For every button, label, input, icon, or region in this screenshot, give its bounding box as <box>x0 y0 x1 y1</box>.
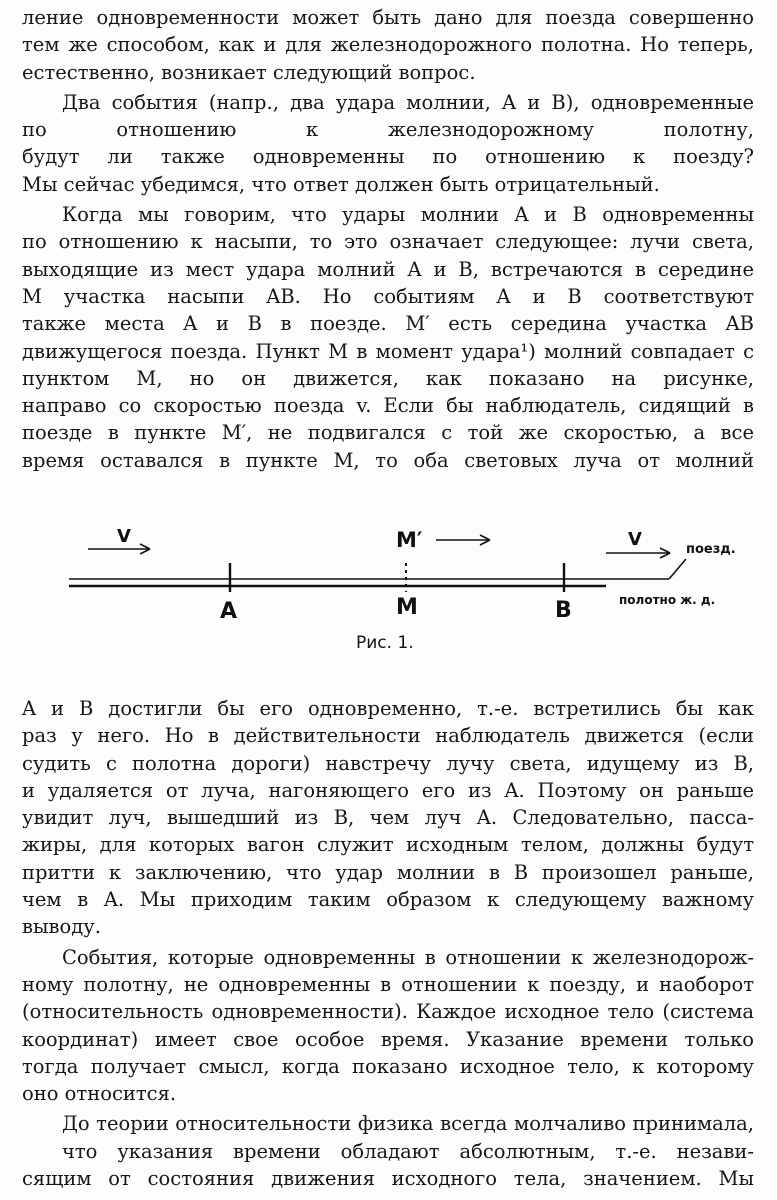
text-line: тем же способом, как и для железнодорожного полотна. Но теперь, <box>22 33 754 57</box>
text-line: координат) имеет свое особое время. Указание времени только <box>22 1027 754 1051</box>
text-line: Когда мы говорим, что удары молнии A и B одновременны <box>62 203 754 227</box>
text-line: направо со скоростью поезда v. Если бы наблюдатель, сидящий в <box>22 394 754 418</box>
text-line: и удаляется от луча, нагоняющего его из A. Поэтому он раньше <box>22 778 754 802</box>
paragraph-5 <box>22 944 754 1108</box>
text-line: выходящие из мест удара молний A и B, встречаются в середине <box>22 257 754 281</box>
text-line: тогда получает смысл, когда показано исходное тело, к которому <box>22 1054 754 1078</box>
text-line: Мы сейчас убедимся, что ответ должен быть отрицательный. <box>22 172 660 196</box>
v-right-label: V <box>628 529 642 550</box>
paragraph-3 <box>22 201 754 474</box>
text-line: жиры, для которых вагон служит исходным телом, должны будут <box>22 833 754 857</box>
text-line: судить с полотна дороги) навстречу лучу света, идущему из B, <box>22 751 754 775</box>
text-line: раз у него. Но в действительности наблюдатель движется (если <box>22 724 754 748</box>
text-line: поезде в пункте M′, не подвигался с той же скоростью, а все <box>22 421 754 445</box>
paragraph-2 <box>22 89 754 198</box>
point-a-label: A <box>220 599 238 624</box>
text-line: также места A и B в поезде. M′ есть середина участка AB <box>22 312 754 336</box>
text-line: будут ли также одновременны по отношению к поезду? <box>22 145 754 169</box>
paragraph-6 <box>22 1110 754 1192</box>
text-line: по отношению к железнодорожному полотну, <box>22 118 754 142</box>
text-line: увидит луч, вышедший из B, чем луч A. Следовательно, пасса- <box>22 806 754 830</box>
train-end-stroke <box>669 559 686 579</box>
text-line: естественно, возникает следующий вопрос. <box>22 60 476 84</box>
text-line: оно относится. <box>22 1082 177 1106</box>
text-line: Два события (напр., два удара молнии, A и B), одновременные <box>62 90 754 114</box>
text-line: выводу. <box>22 915 101 939</box>
figure-caption: Рис. 1. <box>356 633 414 653</box>
text-line: A и B достигли бы его одновременно, т.-е. встретились бы как <box>22 697 754 720</box>
train-label: поезд. <box>686 542 736 557</box>
text-line: ление одновременности может быть дано для поезда совершенно <box>22 6 754 29</box>
text-line: чем в A. Мы приходим таким образом к следующему важному <box>22 888 754 912</box>
text-line: (относительность одновременности). Каждое исходное тело (система <box>22 1000 754 1024</box>
text-line: движущегося поезда. Пункт M в момент удара¹) молний совпадает с пунктом M, но он движется, как показано на рисунке, <box>22 339 754 390</box>
v-left-label: V <box>117 526 131 547</box>
text-line: притти к заключению, что удар молнии в B произошел раньше, <box>22 860 754 884</box>
figure-train-diagram <box>0 500 777 665</box>
text-line: До теории относительности физика всегда молчаливо принимала, что указания времени обладают абсолютным, т.-е. незави- <box>62 1112 754 1163</box>
text-line: M участка насыпи AB. Но событиям A и B соответствуют <box>22 284 754 308</box>
paragraph-1 <box>22 4 754 86</box>
m-prime-label: M′ <box>396 528 423 552</box>
text-line: сящим от состояния движения исходного тела, значением. Мы <box>22 1167 754 1191</box>
text-block-bottom <box>22 695 754 1192</box>
text-line: События, которые одновременны в отношении к железнодорож- <box>62 945 754 969</box>
text-block-top <box>22 4 754 474</box>
text-line: время оставался в пункте M, то оба световых луча от молний <box>22 448 754 472</box>
point-b-label: B <box>555 598 572 623</box>
text-line: ному полотну, не одновременны в отношении к поезду, и наоборот <box>22 972 754 996</box>
track-label: полотно ж. д. <box>619 593 716 607</box>
text-line: по отношению к насыпи, то это означает следующее: лучи света, <box>22 230 754 254</box>
paragraph-4 <box>22 695 754 941</box>
point-m-label: M <box>396 595 418 620</box>
